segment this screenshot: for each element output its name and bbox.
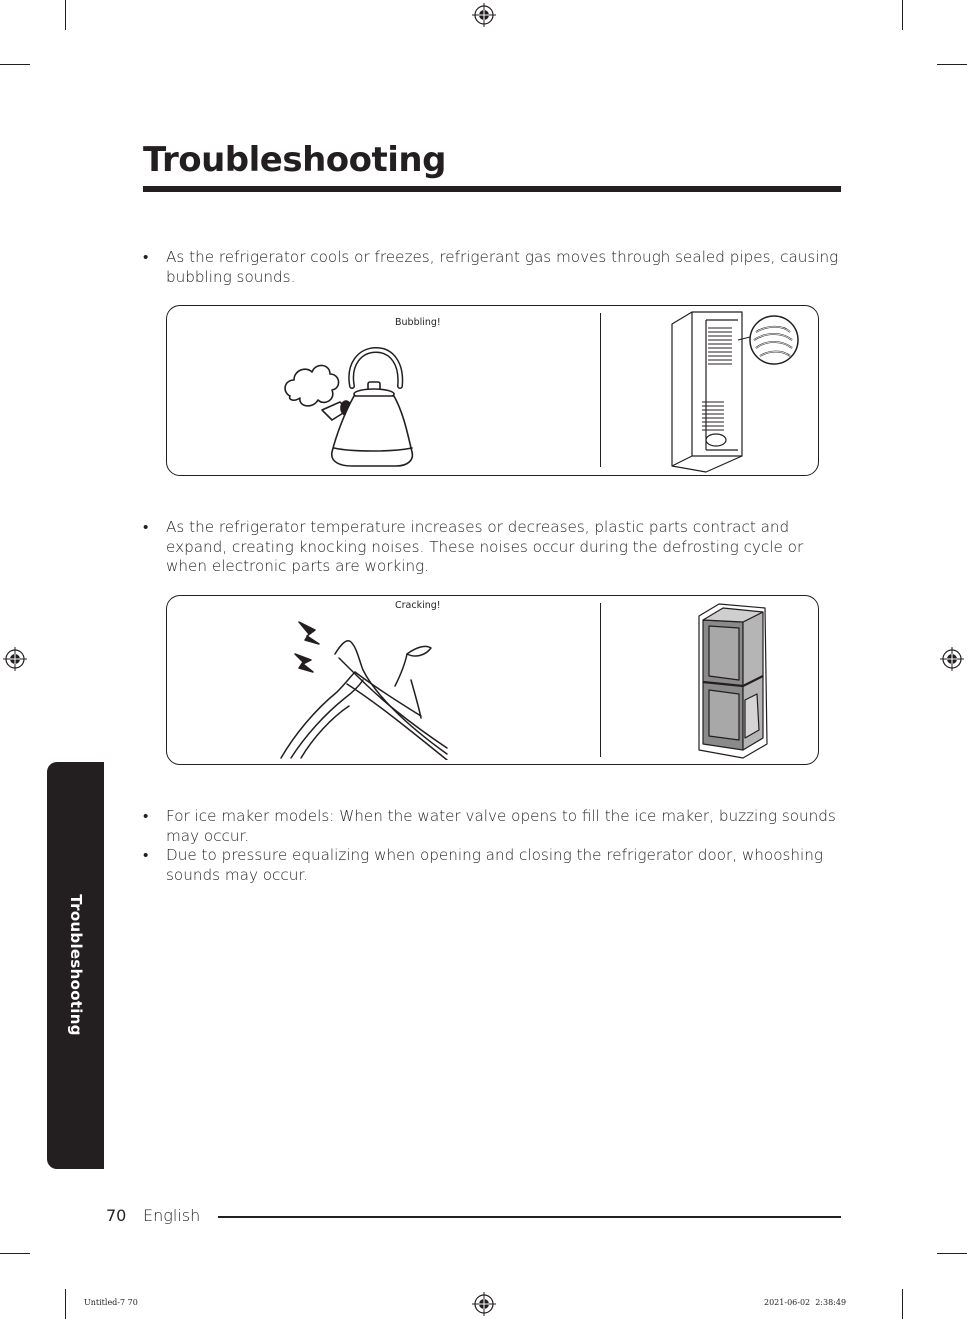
crop-mark — [65, 0, 66, 30]
cracking-branch-icon — [275, 614, 455, 760]
refrigerator-interior-icon — [687, 600, 777, 762]
illustration-bubbling — [166, 305, 819, 476]
bullet-text: Due to pressure equalizing when opening and closing the refrigerator door, whooshing sounds may occur. — [166, 846, 823, 884]
page-title: Troubleshooting — [143, 140, 446, 180]
bullet-dot: • — [143, 846, 149, 864]
footer-rule — [218, 1216, 841, 1218]
bullet-dot: • — [143, 248, 149, 266]
imprint-timestamp: 2021-06-02 ￼￼ 2:38:49 — [764, 1298, 847, 1307]
page-language: English — [143, 1206, 201, 1225]
illustration-caption: Cracking! — [395, 600, 441, 611]
bullet-text: As the refrigerator cools or freezes, refrigerant gas moves through sealed pipes, causing bubbling sounds. — [166, 248, 839, 286]
bullet-item — [143, 248, 843, 287]
illustration-divider — [600, 603, 601, 757]
section-side-tab-label: Troubleshooting — [67, 894, 85, 1036]
registration-mark-icon — [3, 647, 27, 671]
crop-mark — [0, 1253, 30, 1254]
bullet-dot: • — [143, 807, 149, 825]
bullet-text: As the refrigerator temperature increases or decreases, plastic parts contract and expand, creating knocking noises. These noises occur during the defrosting cycle or when electronic parts are working. — [166, 518, 804, 575]
refrigerator-pipes-icon — [662, 306, 812, 474]
bullet-item — [143, 807, 843, 846]
imprint-file: Untitled-7 70 — [84, 1298, 138, 1307]
crop-mark — [902, 0, 903, 30]
registration-mark-icon — [472, 3, 496, 27]
bullet-item — [143, 846, 843, 885]
registration-mark-icon — [472, 1292, 496, 1316]
page-number: 70 — [106, 1206, 127, 1225]
illustration-cracking — [166, 595, 819, 765]
bullet-text: For ice maker models: When the water valve opens to fill the ice maker, buzzing sounds may occur. — [166, 807, 836, 845]
registration-mark-icon — [940, 647, 964, 671]
kettle-icon — [282, 336, 432, 468]
crop-mark — [65, 1289, 66, 1319]
illustration-caption: Bubbling! — [395, 317, 441, 328]
crop-mark — [0, 64, 30, 65]
illustration-divider — [600, 313, 601, 467]
bullet-dot: • — [143, 518, 149, 536]
bullet-item — [143, 518, 843, 577]
crop-mark — [937, 1253, 967, 1254]
crop-mark — [902, 1289, 903, 1319]
title-rule — [143, 186, 841, 192]
crop-mark — [937, 64, 967, 65]
